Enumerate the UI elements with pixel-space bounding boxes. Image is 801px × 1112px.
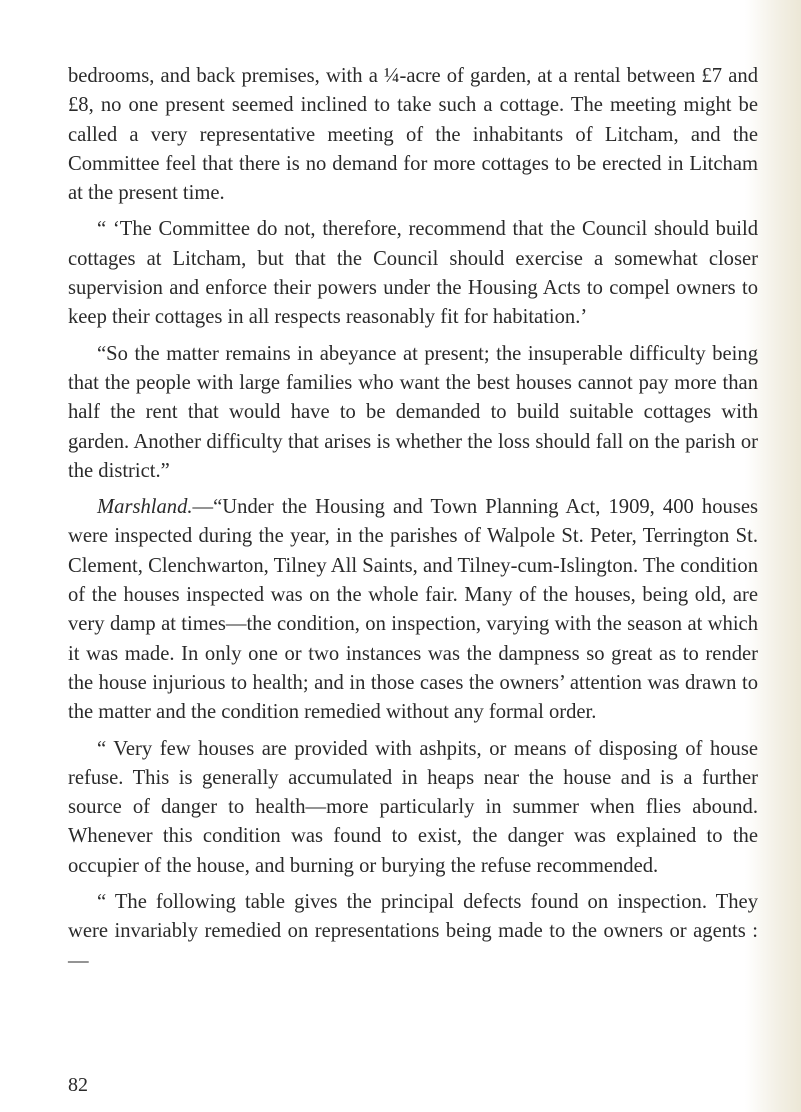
paragraph-table-intro — [68, 888, 758, 976]
paragraph-text: “So the matter remains in abeyance at present; the insuperable difficulty being that the people with large families who want the best houses cannot pay more than half the rent that would have to be demanded to build suitable cottages with garden. Another difficulty that arises is whether the loss should fall on the parish or the district.” — [68, 342, 758, 482]
paragraph-text: “ The following table gives the principal defects found on inspection. They were invariably remedied on representations being made to the owners or agents :— — [68, 891, 758, 972]
section-lead-marshland: Marshland. — [97, 496, 193, 519]
paragraph-committee-recommendation — [68, 215, 758, 332]
paragraph-text: —“Under the Housing and Town Planning Act, 1909, 400 houses were inspected during the year, in the parishes of Walpole St. Peter, Terrington St. Clement, Clenchwarton, Tilney All Saints, and Tilney-cum-Islington. The condition of the houses inspected was on the whole fair. Many of the houses, being old, are very damp at times—the condition, on inspection, varying with the season at which it was made. In only one or two instances was the dampness so great as to render the house injurious to health; and in those cases the owners’ attention was drawn to the matter and the condition remedied without any formal order. — [68, 496, 758, 724]
paragraph-litcham-meeting — [68, 62, 758, 208]
paragraph-text: bedrooms, and back premises, with a ¼-acre of garden, at a rental between £7 and £8, no one present seemed inclined to take such a cottage. The meeting might be called a very representative meeting of the inhabitants of Litcham, and the Committee feel that there is no demand for more cottages to be erected in Litcham at the present time. — [68, 65, 758, 205]
page-number: 82 — [68, 1074, 88, 1096]
paragraph-text: “ Very few houses are provided with ashpits, or means of disposing of house refuse. This is generally accumulated in heaps near the house and is a further source of danger to health—more particularly in summer when flies abound. Whenever this condition was found to exist, the danger was explained to the occupier of the house, and burning or burying the refuse recommended. — [68, 737, 758, 877]
body-text — [68, 62, 758, 976]
paragraph-abeyance — [68, 340, 758, 486]
paragraph-ashpits — [68, 735, 758, 881]
paragraph-marshland — [68, 493, 758, 727]
paragraph-text: “ ‘The Committee do not, therefore, recommend that the Council should build cottages at Litcham, but that the Council should exercise a somewhat closer supervision and enforce their powers under the Housing Acts to compel owners to keep their cottages in all respects reasonably fit for habitation.’ — [68, 218, 758, 329]
